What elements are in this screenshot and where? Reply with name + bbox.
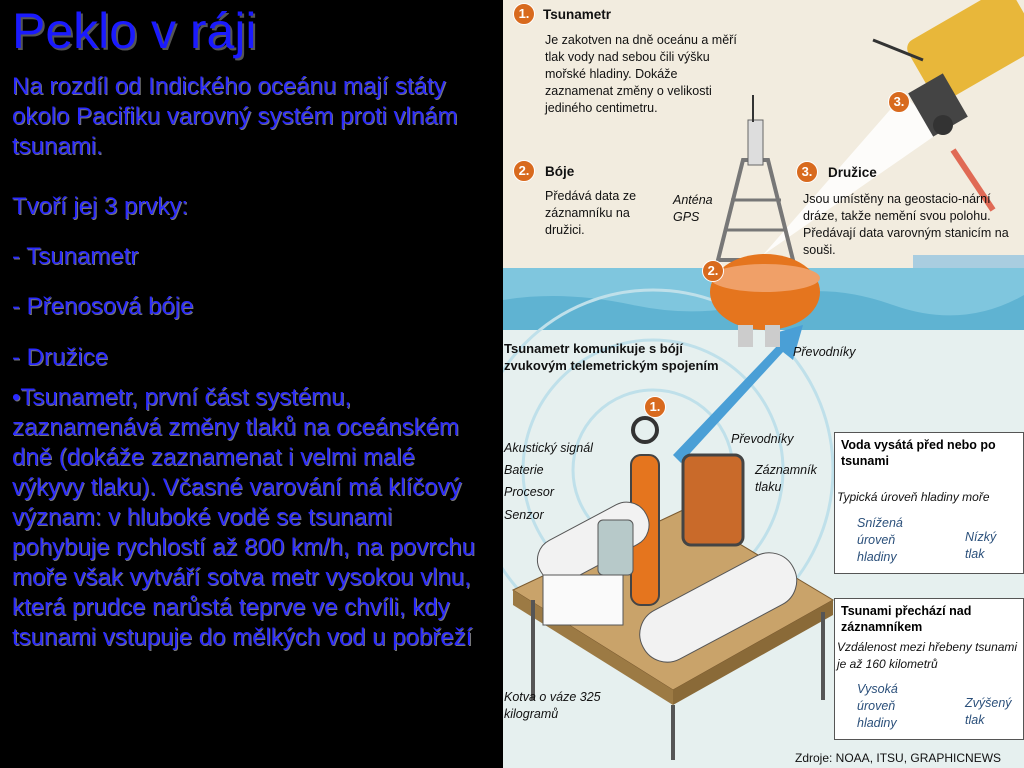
transducers-top-label: Převodníky xyxy=(793,345,856,359)
section2-text: Předává data ze záznamníku na družici. xyxy=(545,189,637,237)
box-tsunami-passing xyxy=(834,598,1024,740)
component-buoy: - Přenosová bóje xyxy=(12,293,194,320)
section3-number: 3. xyxy=(796,161,818,183)
section3-title: Družice xyxy=(828,165,877,180)
box2-title: Tsunami přechází nad záznamníkem xyxy=(841,604,972,634)
box1-typical: Typická úroveň hladiny moře xyxy=(837,490,990,504)
transducers-label: Převodníky xyxy=(731,432,794,446)
section1-title: Tsunametr xyxy=(543,7,612,22)
section3-text: Jsou umístěny na geostacio-nární dráze, takže nemění svou polohu. Předávají data varovným stanicím na souši. xyxy=(803,192,1009,257)
recorder-label: Záznamník tlaku xyxy=(755,463,817,494)
box2-pressure: Zvýšený tlak xyxy=(965,696,1012,727)
description-text: •Tsunametr, první část systému, zaznamenává změny tlaků na oceánském dně (dokáže zaznamenat i velmi malé výkyvy tlaku). Včasné varování má klíčový význam: v hluboké vodě se tsunami pohybuje rychlostí až 800 km/h, na povrchu moře však vytváří sotva metr vysokou vlnu, která prudce narůstá teprve ve chvíli, kdy tsunami vstupuje do mělkých vod u pobřeží xyxy=(12,384,475,651)
anchor-label: Kotva o váze 325 kilogramů xyxy=(504,690,601,721)
box2-raised: Vysoká úroveň hladiny xyxy=(857,682,898,730)
marker-1: 1. xyxy=(644,396,666,418)
box1-pressure: Nízký tlak xyxy=(965,530,997,561)
infographic xyxy=(503,0,1024,768)
text-panel xyxy=(0,0,503,768)
components-heading: Tvoří jej 3 prvky: xyxy=(12,193,189,220)
processor-label: Procesor xyxy=(504,485,555,499)
section1-text: Je zakotven na dně oceánu a měří tlak vody nad sebou čili výšku mořské hladiny. Dokáže zaznamenat změny o velikosti jediného centimetru. xyxy=(545,33,737,115)
antenna-label: Anténa GPS xyxy=(673,193,713,224)
marker-2: 2. xyxy=(702,260,724,282)
section2-number: 2. xyxy=(513,160,535,182)
marker-3: 3. xyxy=(888,91,910,113)
component-tsunametr: - Tsunametr xyxy=(12,243,139,270)
box-water-drawn xyxy=(834,432,1024,574)
component-satellite: - Družice xyxy=(12,344,109,371)
battery-label: Baterie xyxy=(504,463,544,477)
box1-lowered: Snížená úroveň hladiny xyxy=(857,516,903,564)
intro-text: Na rozdíl od Indického oceánu mají státy okolo Pacifiku varovný systém proti vlnám tsunami. xyxy=(12,73,458,160)
link-label: Tsunametr komunikuje s bójí zvukovým telemetrickým spojením xyxy=(504,341,719,373)
box1-title: Voda vysátá před nebo po tsunami xyxy=(841,438,996,468)
section1-number: 1. xyxy=(513,3,535,25)
acoustic-label: Akustický signál xyxy=(504,441,593,455)
source-credit: Zdroje: NOAA, ITSU, GRAPHICNEWS xyxy=(795,751,1002,765)
slide-title: Peklo v ráji xyxy=(12,3,257,59)
section2-title: Bóje xyxy=(545,164,575,179)
sensor-label: Senzor xyxy=(504,508,544,522)
box2-distance: Vzdálenost mezi hřebeny tsunami je až 160 kilometrů xyxy=(837,640,1018,671)
